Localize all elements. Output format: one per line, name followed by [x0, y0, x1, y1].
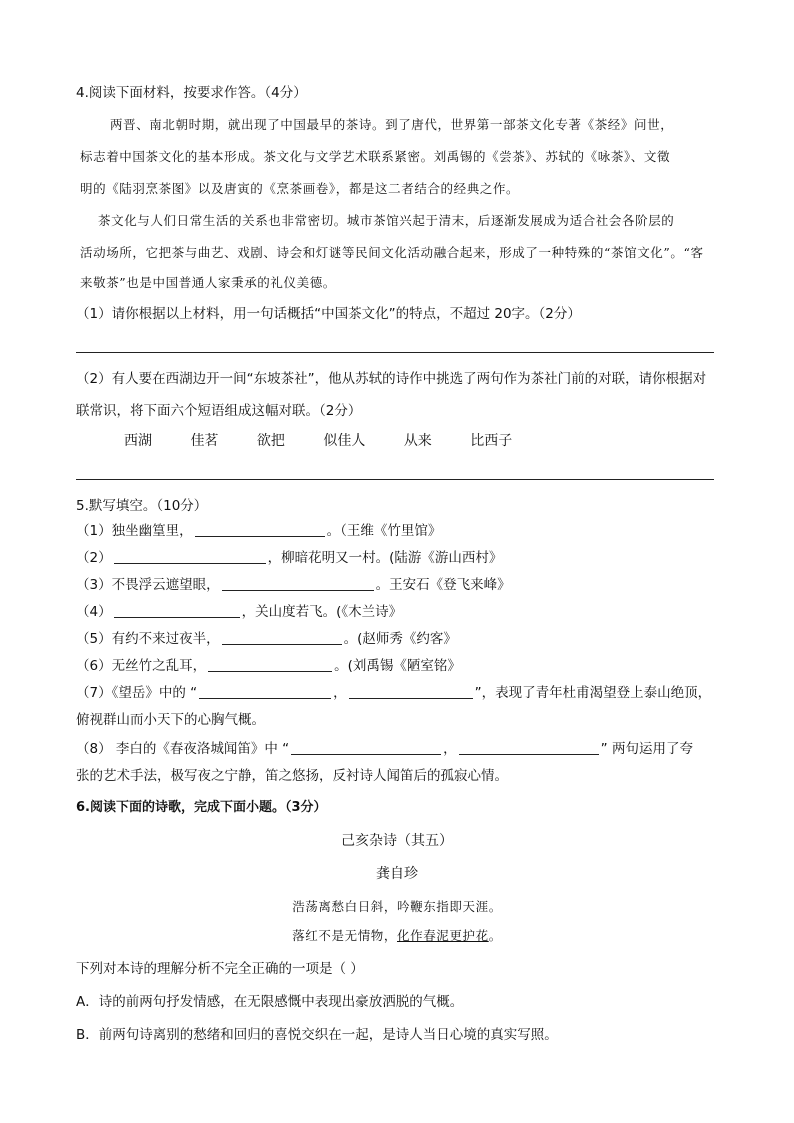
- item-suffix: 。王安石《登飞来峰》: [375, 577, 511, 593]
- poem-line: [0, 927, 794, 945]
- item-separator: ，: [443, 741, 457, 757]
- phrase: 欲把: [256, 433, 285, 449]
- q4-sub1: （1）请你根据以上材料，用一句话概括“中国茶文化”的特点，不超过 20字。（2分）: [76, 306, 581, 322]
- q5-item-continuation: 张的艺术手法，极写夜之宁静，笛之悠扬，反衬诗人闻笛后的孤寂心情。: [76, 768, 508, 784]
- phrase-list: [124, 432, 546, 450]
- item-prefix: （4）: [76, 604, 112, 620]
- phrase: 从来: [403, 433, 432, 449]
- poem-title: 己亥杂诗（其五）: [341, 833, 453, 849]
- item-suffix: ，关山度若飞。(《木兰诗》: [241, 604, 403, 620]
- q5-item: [76, 549, 502, 567]
- fill-blank[interactable]: [222, 576, 374, 591]
- item-prefix: （5）有约不来过夜半，: [76, 631, 220, 647]
- q4-passage-line: 两晋、南北朝时期，就出现了中国最早的茶诗。到了唐代，世界第一部茶文化专著《茶经》问世，: [110, 117, 674, 132]
- q4-passage-line: 茶文化与人们日常生活的关系也非常密切。城市茶馆兴起于清末，后逐渐发展成为适合社会各阶层的: [98, 213, 675, 228]
- item-suffix: 。(赵师秀《约客》: [343, 631, 457, 647]
- fill-blank[interactable]: [114, 549, 266, 564]
- item-prefix: （7）《望岳》中的 “: [76, 685, 198, 701]
- phrase: 似佳人: [323, 433, 366, 449]
- item-prefix: （6）无丝竹之乱耳，: [76, 658, 207, 674]
- phrase: 西湖: [124, 433, 152, 449]
- fill-blank[interactable]: [349, 684, 473, 699]
- phrase: 佳茗: [190, 433, 219, 449]
- q4-passage-line: 标志着中国茶文化的基本形成。茶文化与文学艺术联系紧密。刘禹锡的《尝茶》、苏轼的《咏茶》、文徵: [80, 149, 671, 164]
- q4-passage-line: 明的《陆羽烹茶图》以及唐寅的《烹茶画卷》，都是这二者结合的经典之作。: [80, 181, 520, 196]
- q5-item: [76, 522, 441, 540]
- answer-line[interactable]: [76, 479, 714, 480]
- q4-sub2-line2: 联常识，将下面六个短语组成这幅对联。（2分）: [76, 403, 362, 419]
- poem-line: 浩荡离愁白日斜，吟鞭东指即天涯。: [292, 899, 502, 914]
- q5-item: [76, 684, 711, 702]
- item-prefix: （8） 李白的《春夜洛城闻笛》中 “: [76, 741, 290, 757]
- q6-option-a[interactable]: A．诗的前两句抒发情感，在无限感慨中表现出豪放洒脱的气概。: [76, 994, 464, 1010]
- poem-author: 龚自珍: [376, 866, 418, 882]
- poem-line-underlined: 化作春泥更护花: [397, 928, 489, 943]
- q6-option-b[interactable]: B．前两句诗离别的愁绪和回归的喜悦交织在一起，是诗人当日心境的真实写照。: [76, 1027, 558, 1043]
- q5-item: [76, 630, 457, 648]
- q4-sub2-line1: （2）有人要在西湖边开一间“东坡茶社”，他从苏轼的诗作中挑选了两句作为茶社门前的对联，请你根据对: [76, 371, 707, 387]
- item-prefix: （1）独坐幽篁里，: [76, 523, 193, 539]
- q5-item: [76, 740, 693, 758]
- q4-passage-line: 来敬茶”也是中国普通人家秉承的礼仪美德。: [80, 275, 336, 290]
- item-prefix: （3）不畏浮云遮望眼，: [76, 577, 220, 593]
- q5-item-continuation: 俯视群山而小天下的心胸气概。: [76, 712, 265, 728]
- fill-blank[interactable]: [199, 684, 331, 699]
- q5-item: [76, 657, 461, 675]
- q6-question: 下列对本诗的理解分析不完全正确的一项是（ ）: [76, 961, 364, 977]
- fill-blank[interactable]: [291, 740, 441, 755]
- q5-title: 5.默写填空。（10分）: [76, 498, 208, 514]
- q4-passage-line: 活动场所，它把茶与曲艺、戏剧、诗会和灯谜等民间文化活动融合起来，形成了一种特殊的“茶馆文化”。“客: [80, 245, 704, 260]
- phrase: 比西子: [470, 433, 513, 449]
- fill-blank[interactable]: [195, 522, 325, 537]
- item-suffix: ” 两句运用了夸: [600, 741, 693, 757]
- item-suffix: 。(刘禹锡《陋室铭》: [334, 658, 461, 674]
- poem-line-end: 。: [488, 928, 502, 943]
- q6-title: 6.阅读下面的诗歌，完成下面小题。（3分）: [76, 800, 327, 815]
- item-prefix: （2）: [76, 550, 112, 566]
- fill-blank[interactable]: [222, 630, 342, 645]
- fill-blank[interactable]: [208, 657, 332, 672]
- fill-blank[interactable]: [459, 740, 599, 755]
- poem-line-part: 落红不是无情物，: [292, 928, 397, 943]
- q4-title: 4.阅读下面材料，按要求作答。（4分）: [76, 85, 307, 101]
- item-separator: ，: [333, 685, 347, 701]
- q5-item: [76, 576, 511, 594]
- item-suffix: ”，表现了青年杜甫渴望登上泰山绝顶，: [474, 685, 712, 701]
- item-suffix: ，柳暗花明又一村。(陆游《游山西村》: [267, 550, 503, 566]
- answer-line[interactable]: [76, 352, 714, 353]
- item-suffix: 。（王维《竹里馆》: [326, 523, 442, 539]
- q5-item: [76, 603, 402, 621]
- fill-blank[interactable]: [114, 603, 240, 618]
